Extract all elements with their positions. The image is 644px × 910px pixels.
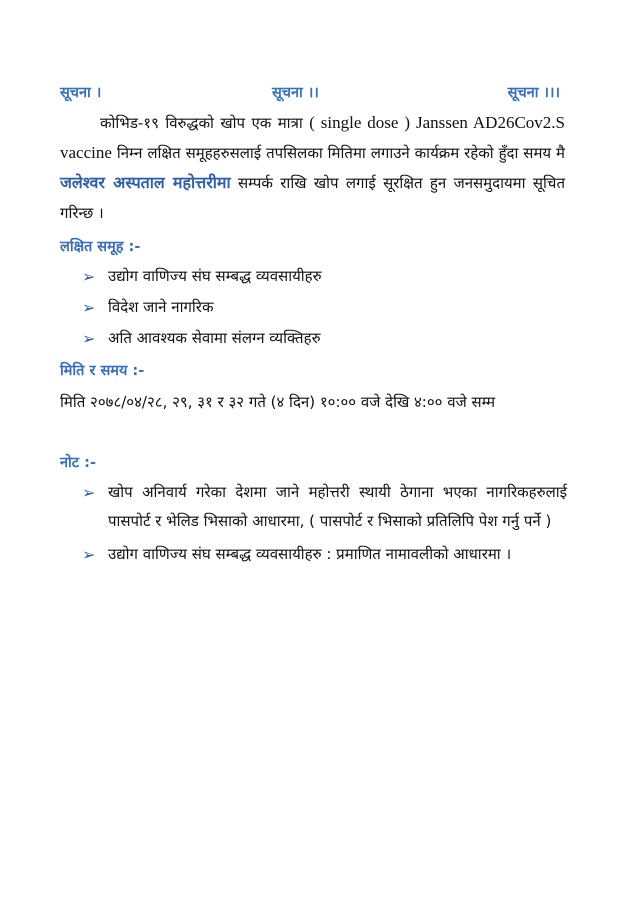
date-time-title: मिति र समय :-: [60, 363, 145, 379]
list-item: [82, 293, 567, 322]
intro-text-2: निम्न लक्षित समूहहरुसलाई तपसिलका मितिमा लगाउने कार्यक्रम रहेको हुँदा समय मै: [111, 144, 565, 162]
intro-text-1: कोभिड-१९ विरुद्धको खोप एक मात्रा: [100, 114, 310, 132]
arrow-bullet-icon: ➢: [82, 267, 96, 286]
list-item: [82, 324, 567, 353]
note-text: उद्योग वाणिज्य संघ सम्बद्ध व्यवसायीहरु : प्रमाणित नामावलीको आधारमा ।: [108, 545, 512, 563]
list-item: [82, 262, 567, 291]
notes-list: [82, 478, 567, 569]
target-group-text: विदेश जाने नागरिक: [108, 298, 214, 316]
intro-text-3: सम्पर्क राखि खोप लगाई सूरक्षित हुन जनसमुदायमा सूचित गरिन्छ ।: [60, 174, 565, 222]
target-group-text: अति आवश्यक सेवामा संलग्न व्यक्तिहरु: [108, 329, 321, 347]
intro-paragraph: [60, 108, 565, 228]
arrow-bullet-icon: ➢: [82, 329, 96, 348]
heading-center: सूचना ।।: [272, 85, 319, 101]
target-groups-list: [82, 262, 567, 353]
target-group-text: उद्योग वाणिज्य संघ सम्बद्ध व्यवसायीहरु: [108, 267, 322, 285]
note-text: खोप अनिवार्य गरेका देशमा जाने महोत्तरी स्थायी ठेगाना भएका नागरिकहरुलाई पासपोर्ट र भेलिड भिसाको आधारमा, ( पासपोर्ट र भिसाको प्रतिलिपि पेश गर्नु पर्ने ): [108, 483, 567, 530]
heading-right: सूचना ।।।: [507, 85, 560, 101]
vaccine-name: ( single dose ) Janssen AD26Cov2.S vaccine: [60, 113, 565, 162]
list-item: [82, 540, 567, 569]
arrow-bullet-icon: ➢: [82, 545, 96, 564]
date-time-text: मिति २०७८/०४/२८, २९, ३१ र ३२ गते (४ दिन) १०:०० वजे देखि ४:०० वजे सम्म: [60, 393, 496, 411]
heading-left: सूचना ।: [60, 85, 102, 101]
hospital-name: जलेश्वर अस्पताल महोत्तरीमा: [60, 173, 231, 192]
notes-title: नोट :-: [60, 455, 96, 471]
arrow-bullet-icon: ➢: [82, 298, 96, 317]
notice-heading: [60, 82, 560, 104]
arrow-bullet-icon: ➢: [82, 483, 96, 502]
list-item: [82, 478, 567, 536]
target-groups-title: लक्षित समूह :-: [60, 239, 141, 255]
